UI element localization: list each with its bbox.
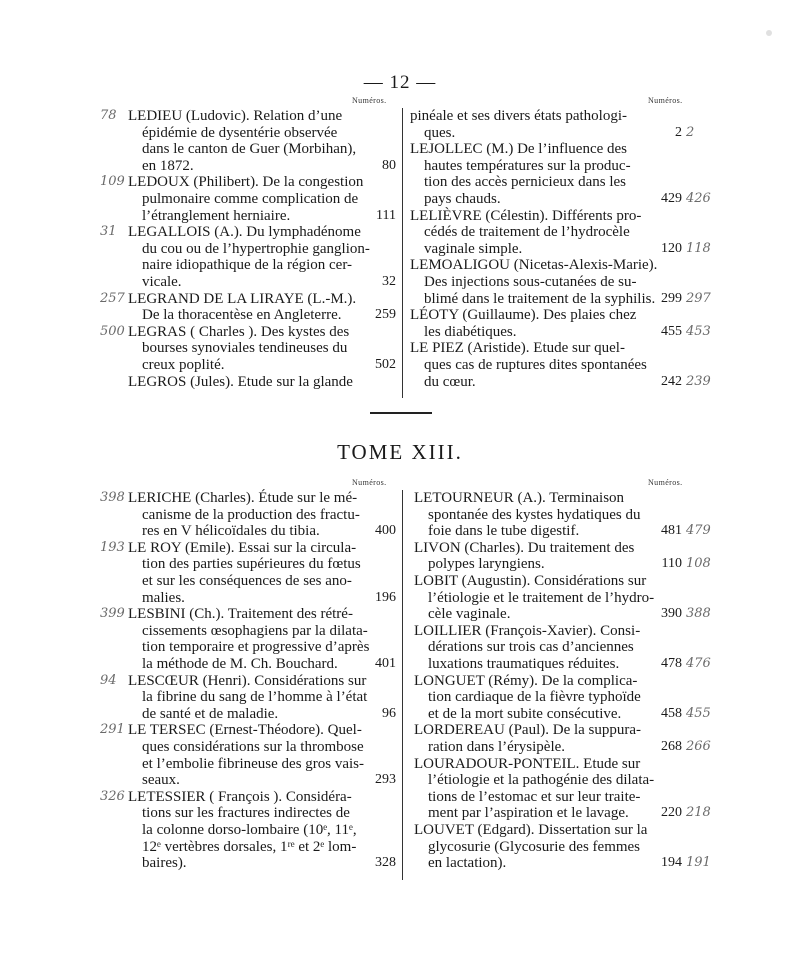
index-entry: [410, 340, 682, 390]
entry-title-line: LORDEREAU (Paul). De la suppura-: [414, 722, 642, 739]
entry-text-line: la méthode de M. Ch. Bouchard.: [142, 655, 338, 672]
index-entry: [410, 208, 682, 258]
handwritten-number: 191: [686, 855, 711, 871]
entry-text-line: les diabétiques.: [424, 323, 517, 340]
entry-text-line: l’étiologie et la pathogénie des dilata-: [428, 772, 655, 789]
index-entry: [414, 540, 682, 573]
entry-text-line: en 1872.: [142, 157, 194, 174]
handwritten-number: 2: [686, 124, 695, 140]
entry-text-line: De la thoracentèse en Angleterre.: [142, 307, 342, 324]
entry-number: 259: [375, 307, 396, 323]
entry-text-line: blimé dans le traitement de la syphilis.: [424, 290, 656, 307]
entry-title-line: LE TERSEC (Ernest-Théodore). Quel-: [128, 722, 362, 739]
handwritten-number: 398: [100, 490, 125, 505]
entry-number: 481: [661, 523, 682, 539]
entry-number: 196: [375, 589, 396, 605]
entry-text-line: res en V hélicoïdales du tibia.: [142, 523, 320, 540]
entry-title-line: LESCŒUR (Henri). Considérations sur: [128, 672, 367, 689]
entry-number: 80: [382, 157, 396, 173]
entry-number: 111: [376, 207, 396, 223]
column-header-upper-right: Numéros.: [648, 96, 683, 105]
index-entry: [414, 822, 682, 872]
entry-text-line: Des injections sous-cutanées de su-: [424, 273, 637, 290]
entry-title-line: LOILLIER (François-Xavier). Consi-: [414, 622, 641, 639]
entry-title-line: LESBINI (Ch.). Traitement des rétré-: [128, 606, 353, 623]
entry-text-line: creux poplité.: [142, 356, 225, 373]
entry-text-line: bourses synoviales tendineuses du: [142, 340, 348, 357]
index-entry: [410, 307, 682, 340]
index-entry: [128, 374, 396, 391]
entry-text-line: pulmonaire comme complication de: [142, 190, 359, 207]
index-entry: [128, 540, 396, 606]
entry-text-line: épidémie de dysentérie observée: [142, 124, 338, 141]
entry-number: 2: [675, 124, 682, 140]
handwritten-number: 108: [686, 556, 711, 572]
index-entry: [128, 490, 396, 540]
entry-text-line: luxations traumatiques réduites.: [428, 655, 620, 672]
column-divider-upper: [402, 108, 403, 398]
entry-text-line: 12ᵉ vertèbres dorsales, 1ʳᵉ et 2ᵉ lom-: [142, 838, 357, 855]
entry-text-line: dérations sur trois cas d’anciennes: [428, 639, 634, 656]
handwritten-number: 257: [100, 290, 125, 306]
entry-text-line: ques.: [424, 124, 456, 141]
entry-text-line: cédés de traitement de l’hydrocèle: [424, 224, 630, 241]
handwritten-number: 94: [100, 672, 117, 688]
index-entry: [414, 756, 682, 822]
entry-title-line: LOBIT (Augustin). Considérations sur: [414, 573, 647, 589]
entry-number: 194: [661, 855, 682, 871]
entry-text-line: glycosurie (Glycosurie des femmes: [428, 838, 641, 855]
entry-number: 390: [661, 606, 682, 622]
index-entry: [128, 224, 396, 290]
entry-title-line: LÉOTY (Guillaume). Des plaies chez: [410, 307, 637, 324]
entry-title-line: LETESSIER ( François ). Considéra-: [128, 788, 352, 805]
index-entry: [128, 789, 396, 872]
entry-text-line: hautes températures sur la produc-: [424, 157, 631, 174]
handwritten-number: 291: [100, 722, 125, 738]
handwritten-number: 297: [686, 290, 711, 306]
entry-text-line: de santé et de maladie.: [142, 705, 279, 722]
entry-text-line: en lactation).: [428, 855, 507, 872]
entry-text-line: foie dans le tube digestif.: [428, 523, 580, 540]
handwritten-number: 193: [100, 539, 125, 555]
column-header-upper-left: Numéros.: [352, 96, 387, 105]
entry-text-line: tion temporaire et progressive d’après: [142, 639, 370, 656]
entry-title-line: LONGUET (Rémy). De la complica-: [414, 672, 638, 689]
entry-text-line: dans le canton de Guer (Morbihan),: [142, 141, 357, 158]
entry-number: 401: [375, 655, 396, 671]
handwritten-number: 31: [100, 224, 117, 240]
entry-number: 429: [661, 190, 682, 206]
index-entry: [128, 324, 396, 374]
entry-number: 458: [661, 705, 682, 721]
entry-text-line: vicale.: [142, 273, 182, 290]
entry-text-line: ques cas de ruptures dites spontanées: [424, 356, 647, 373]
entry-number: 268: [661, 738, 682, 754]
entry-text-line: et l’embolie fibrineuse des gros vais-: [142, 755, 365, 772]
entry-text-line: tion cardiaque de la fièvre typhoïde: [428, 689, 641, 706]
entry-title-line: LEGROS (Jules). Etude sur la glande: [128, 373, 353, 390]
section-rule: [370, 412, 432, 414]
entry-text-line: cèle vaginale.: [428, 606, 511, 623]
entry-text-line: vaginale simple.: [424, 240, 523, 257]
entry-number: 32: [382, 273, 396, 289]
tome-title: TOME XIII.: [337, 440, 463, 464]
index-entry: [128, 606, 396, 672]
entry-number: 400: [375, 523, 396, 539]
index-entry: [414, 573, 682, 623]
index-entry: [128, 722, 396, 788]
handwritten-number: 109: [100, 174, 125, 190]
entry-number: 502: [375, 356, 396, 372]
entry-title-line: pinéale et ses divers états pathologi-: [410, 108, 628, 124]
handwritten-number: 426: [686, 191, 711, 206]
entry-text-line: l’étiologie et le traitement de l’hydro-: [428, 589, 655, 606]
entry-text-line: malies.: [142, 589, 185, 606]
entry-title-line: LEMOALIGOU (Nicetas-Alexis-Marie).: [410, 257, 658, 274]
entry-title-line: LE PIEZ (Aristide). Etude sur quel-: [410, 340, 625, 357]
entry-text-line: tion des accès pernicieux dans les: [424, 174, 627, 191]
handwritten-number: 118: [686, 240, 711, 256]
entry-text-line: la fibrine du sang de l’homme à l’état: [142, 689, 368, 706]
entry-text-line: et sur les conséquences de ses ano-: [142, 572, 352, 589]
entry-number: 293: [375, 772, 396, 788]
entry-title-line: LEGALLOIS (A.). Du lymphadénome: [128, 224, 361, 241]
entry-text-line: ment par l’aspiration et le lavage.: [428, 805, 629, 822]
index-entry: [128, 291, 396, 324]
entry-text-line: spontanée des kystes hydatiques du: [428, 506, 641, 523]
entry-title-line: LEJOLLEC (M.) De l’influence des: [410, 141, 628, 158]
handwritten-number: 399: [100, 606, 125, 622]
entry-text-line: tion des parties supérieures du fœtus: [142, 556, 361, 573]
entry-number: 110: [661, 556, 682, 572]
index-entry: [410, 108, 682, 141]
handwritten-number: 453: [686, 323, 711, 339]
index-entry: [128, 174, 396, 224]
entry-text-line: pays chauds.: [424, 190, 501, 207]
entry-text-line: ques considérations sur la thrombose: [142, 738, 364, 755]
entry-text-line: l’étranglement herniaire.: [142, 207, 291, 224]
entry-text-line: canisme de la production des fractu-: [142, 506, 360, 523]
entry-number: 478: [661, 655, 682, 671]
index-entry: [410, 141, 682, 207]
entry-text-line: et de la mort subite consécutive.: [428, 705, 622, 722]
entry-number: 299: [661, 290, 682, 306]
entry-text-line: du cœur.: [424, 373, 476, 390]
entry-title-line: LEDOUX (Philibert). De la congestion: [128, 174, 364, 191]
entry-title-line: LELIÈVRE (Célestin). Différents pro-: [410, 207, 642, 224]
handwritten-number: 388: [686, 606, 711, 622]
handwritten-number: 476: [686, 656, 711, 671]
index-entry: [128, 108, 396, 174]
index-entry: [410, 257, 682, 307]
handwritten-number: 218: [686, 805, 711, 821]
handwritten-number: 326: [100, 788, 125, 804]
entry-title-line: LOUVET (Edgard). Dissertation sur la: [414, 822, 648, 838]
entry-text-line: polypes laryngiens.: [428, 556, 545, 573]
entry-text-line: naire idiopathique de la région cer-: [142, 257, 353, 274]
entry-title-line: LEGRAND DE LA LIRAYE (L.-M.).: [128, 290, 357, 307]
index-entry: [128, 673, 396, 723]
page-number: — 12 —: [363, 72, 437, 93]
entry-title-line: LOURADOUR-PONTEIL. Etude sur: [414, 755, 641, 772]
entry-title-line: LERICHE (Charles). Étude sur le mé-: [128, 490, 358, 506]
column-header-lower-left: Numéros.: [352, 478, 387, 487]
entry-number: 220: [661, 805, 682, 821]
index-entry: [414, 623, 682, 673]
entry-title-line: LEDIEU (Ludovic). Relation d’une: [128, 108, 343, 124]
index-entry: [414, 722, 682, 755]
entry-number: 455: [661, 323, 682, 339]
entry-text-line: ration dans l’érysipèle.: [428, 738, 566, 755]
index-entry: [414, 673, 682, 723]
entry-text-line: seaux.: [142, 772, 180, 789]
handwritten-number: 455: [686, 705, 711, 721]
handwritten-number: 78: [100, 108, 117, 123]
entry-text-line: tions sur les fractures indirectes de: [142, 805, 350, 822]
entry-title-line: LE ROY (Emile). Essai sur la circula-: [128, 539, 357, 556]
handwritten-number: 266: [686, 739, 711, 754]
column-divider-lower: [402, 490, 403, 880]
column-header-lower-right: Numéros.: [648, 478, 683, 487]
entry-number: 96: [382, 705, 396, 721]
entry-title-line: LIVON (Charles). Du traitement des: [414, 539, 635, 556]
entry-text-line: cissements œsophagiens par la dilata-: [142, 622, 368, 639]
handwritten-number: 239: [686, 373, 711, 389]
entry-number: 120: [661, 240, 682, 256]
handwritten-number: 500: [100, 323, 125, 339]
entry-number: 328: [375, 855, 396, 871]
entry-text-line: du cou ou de l’hypertrophie ganglion-: [142, 240, 370, 257]
entry-text-line: baires).: [142, 855, 187, 872]
index-entry: [414, 490, 682, 540]
entry-title-line: LEGRAS ( Charles ). Des kystes des: [128, 323, 350, 340]
entry-title-line: LETOURNEUR (A.). Terminaison: [414, 490, 625, 506]
entry-text-line: la colonne dorso-lombaire (10ᵉ, 11ᵉ,: [142, 821, 357, 838]
handwritten-number: 479: [686, 523, 711, 539]
entry-text-line: tions de l’estomac et sur leur traite-: [428, 788, 641, 805]
entry-number: 242: [661, 373, 682, 389]
page-smudge: [766, 30, 772, 36]
